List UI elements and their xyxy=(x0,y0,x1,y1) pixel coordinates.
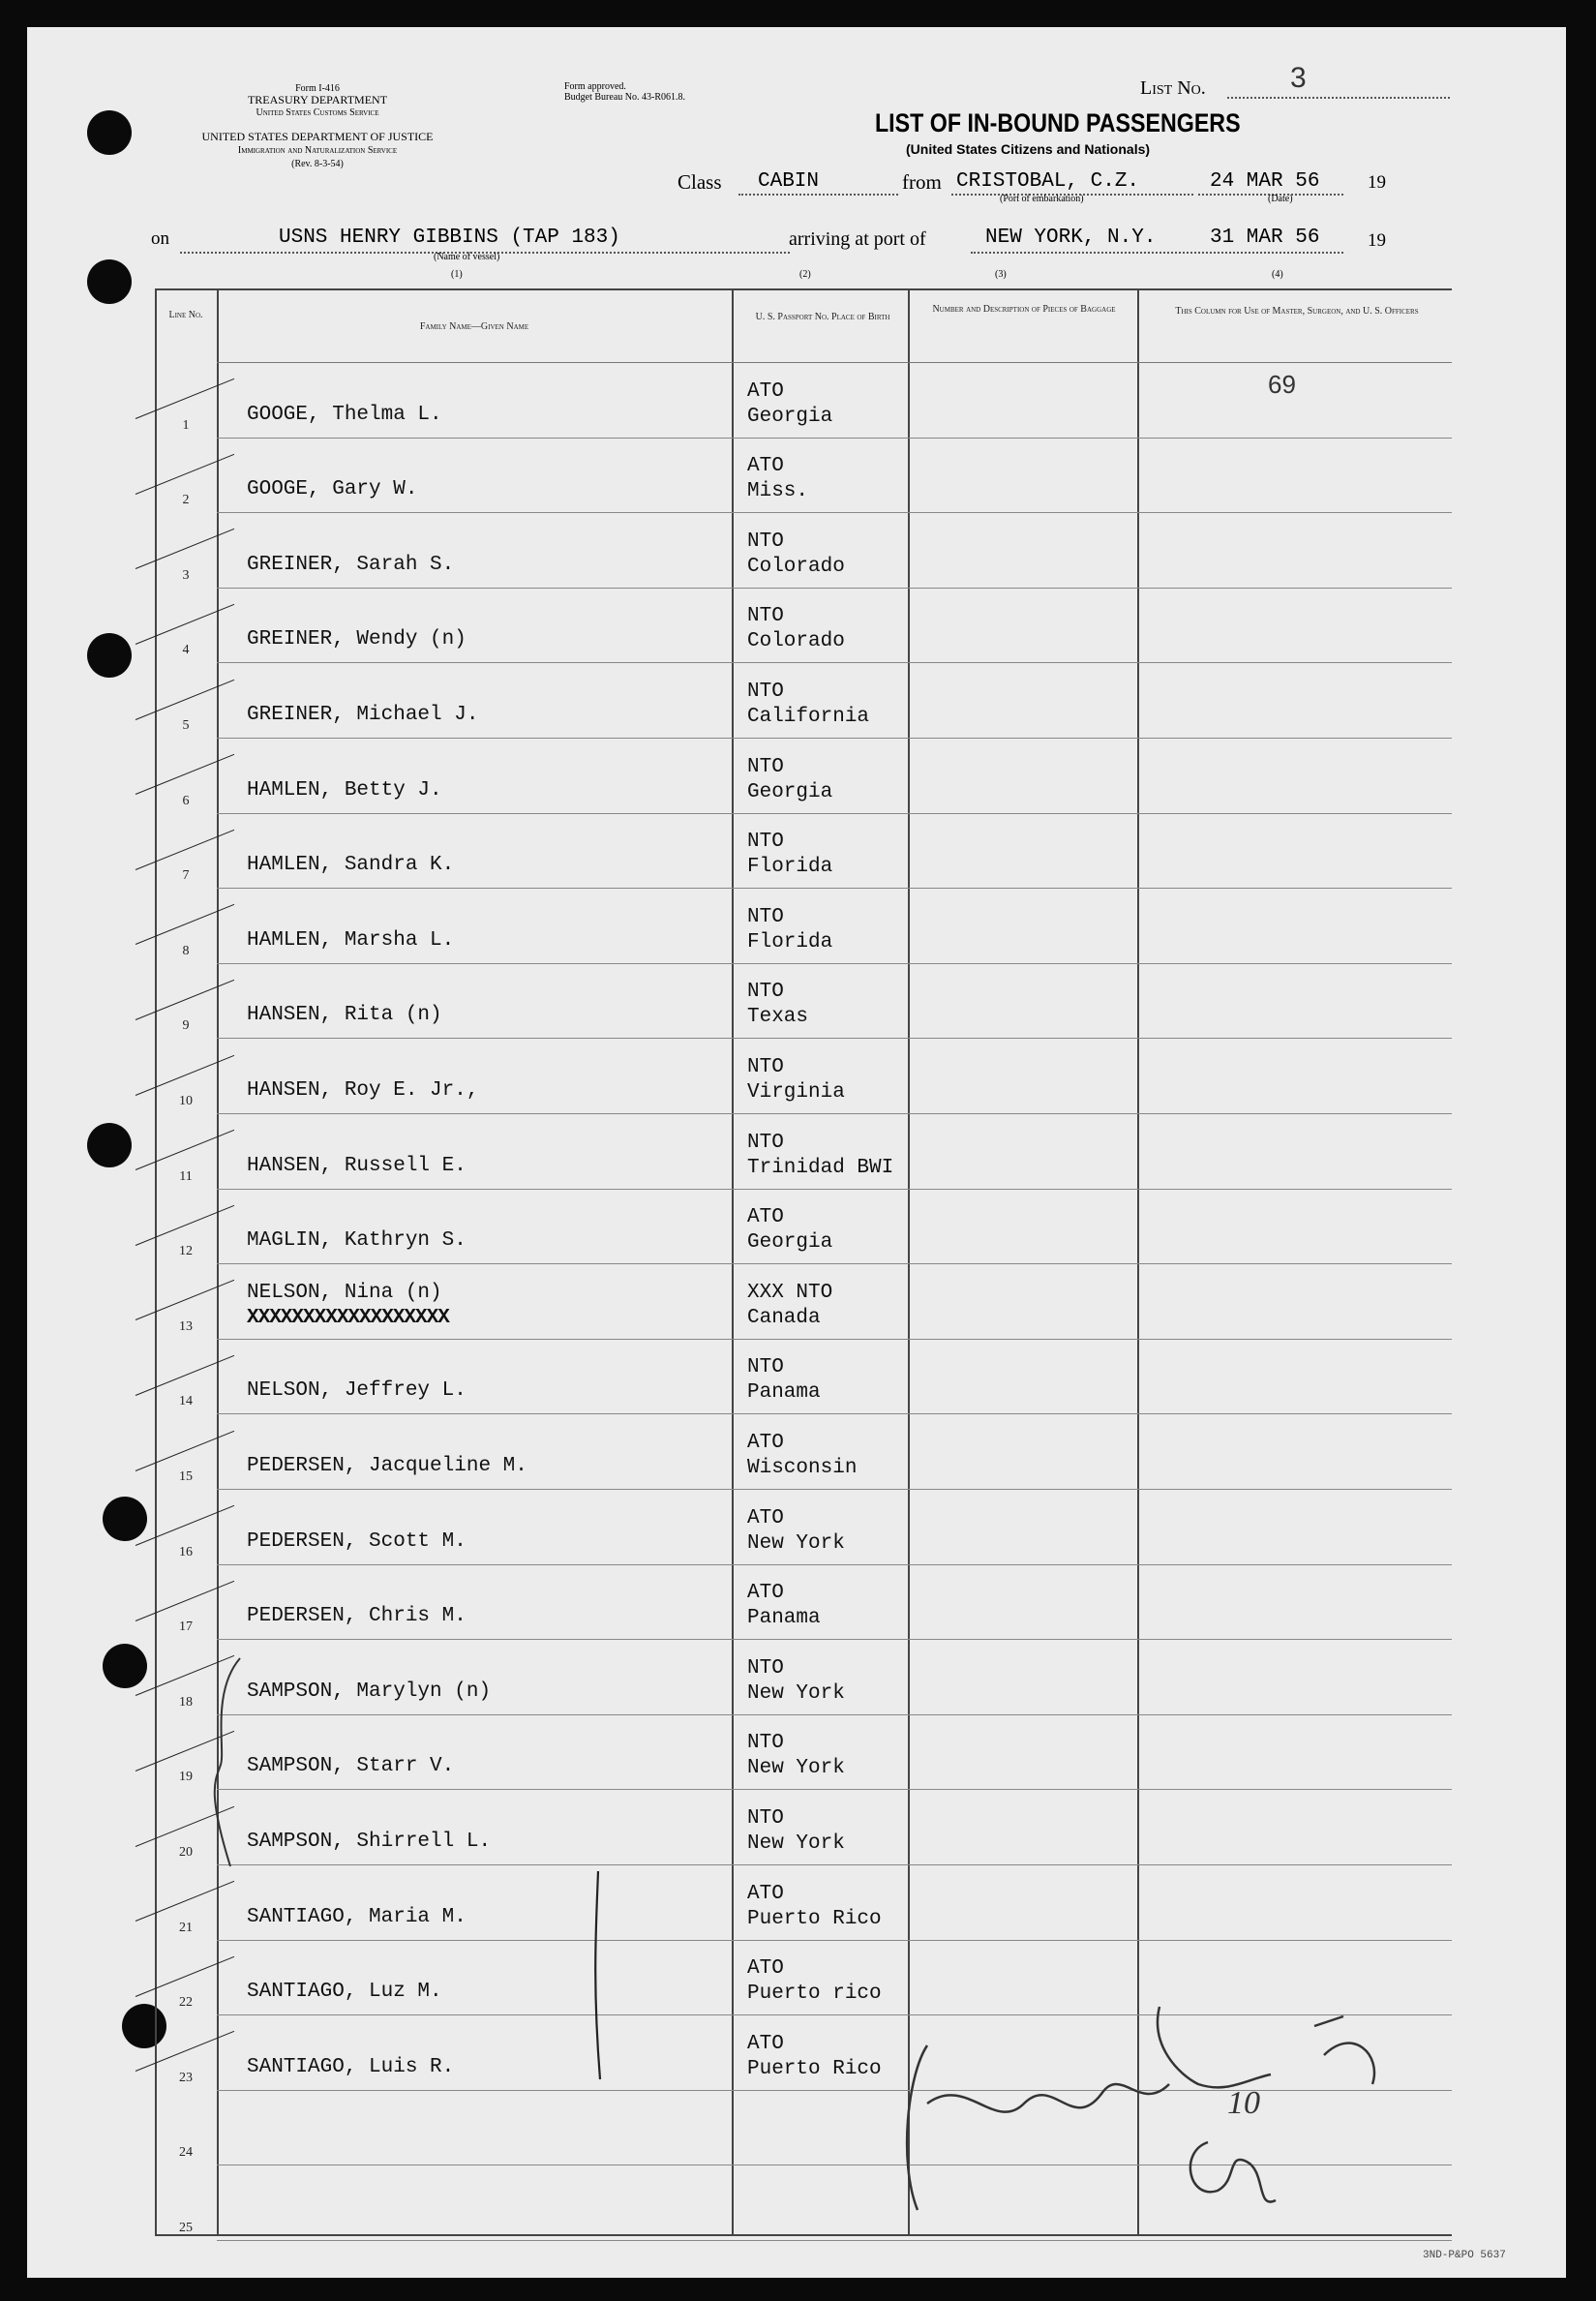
from-caption: (Port of embarkation) xyxy=(1000,194,1084,204)
row-line-number: 19 xyxy=(179,1770,193,1785)
check-tick xyxy=(136,1430,234,1470)
row-line-number: 4 xyxy=(182,643,190,658)
passenger-name: PEDERSEN, Chris M. xyxy=(247,1605,467,1628)
place-of-birth: Virginia xyxy=(747,1080,845,1104)
header-passport: U. S. Passport No. Place of Birth xyxy=(755,312,890,322)
row-line-number: 23 xyxy=(179,2070,193,2085)
from-label: from xyxy=(902,170,942,194)
place-of-birth: Texas xyxy=(747,1006,809,1029)
passenger-name: HAMLEN, Sandra K. xyxy=(247,854,455,877)
passport-number: NTO xyxy=(747,530,784,553)
table-row xyxy=(155,662,1452,738)
passport-number: NTO xyxy=(747,905,784,928)
year-label-2: 19 xyxy=(1368,230,1386,251)
check-tick xyxy=(136,679,234,719)
document-page xyxy=(27,27,1566,2278)
row-line-number: 10 xyxy=(179,1093,193,1108)
pen-mark xyxy=(579,1866,617,2089)
place-of-birth: Miss. xyxy=(747,480,809,503)
passenger-name: NELSON, Jeffrey L. xyxy=(247,1379,467,1403)
from-value: CRISTOBAL, C.Z. xyxy=(956,170,1140,193)
row-line-number: 17 xyxy=(179,1620,193,1635)
passenger-name: GREINER, Wendy (n) xyxy=(247,628,467,651)
passenger-name: PEDERSEN, Scott M. xyxy=(247,1529,467,1553)
passport-number: NTO xyxy=(747,981,784,1004)
table-row xyxy=(155,1339,1452,1414)
row-line-number: 11 xyxy=(179,1168,193,1184)
row-line-number: 16 xyxy=(179,1544,193,1559)
place-of-birth: Puerto Rico xyxy=(747,1907,882,1930)
row-line-number: 7 xyxy=(182,868,190,884)
table-row xyxy=(155,1489,1452,1564)
list-no-line xyxy=(1227,97,1450,99)
bracket-mark xyxy=(201,1653,250,1876)
passenger-table xyxy=(155,288,1452,2236)
check-tick xyxy=(136,1956,234,1997)
place-of-birth: California xyxy=(747,705,870,728)
table-row xyxy=(155,813,1452,889)
table-row xyxy=(155,512,1452,588)
passport-number: NTO xyxy=(747,1732,784,1755)
passenger-name: HANSEN, Russell E. xyxy=(247,1154,467,1177)
passenger-name: HAMLEN, Marsha L. xyxy=(247,928,455,952)
table-row xyxy=(155,1113,1452,1189)
place-of-birth: Puerto Rico xyxy=(747,2057,882,2080)
passenger-name: SANTIAGO, Maria M. xyxy=(247,1905,467,1928)
passport-number: ATO xyxy=(747,379,784,403)
table-row xyxy=(155,588,1452,663)
check-tick xyxy=(136,378,234,419)
row-line-number: 25 xyxy=(179,2220,193,2235)
punch-hole xyxy=(103,1644,147,1688)
passenger-name: GOOGE, Gary W. xyxy=(247,478,418,501)
table-row xyxy=(155,1714,1452,1790)
check-tick xyxy=(136,1581,234,1621)
passport-number: NTO xyxy=(747,680,784,703)
check-tick xyxy=(136,1054,234,1095)
check-tick xyxy=(136,1355,234,1396)
budget-bureau: Budget Bureau No. 43-R061.8. xyxy=(564,92,685,103)
place-of-birth: New York xyxy=(747,1832,845,1855)
vessel-caption: (Name of vessel) xyxy=(434,252,500,262)
passport-number: NTO xyxy=(747,605,784,628)
year-label: 19 xyxy=(1368,172,1386,193)
class-label: Class xyxy=(678,170,722,194)
header-baggage: Number and Description of Pieces of Baggage xyxy=(932,304,1116,315)
form-number: Form I-416 xyxy=(295,83,340,94)
departure-date: 24 MAR 56 xyxy=(1210,170,1320,193)
page-title: LIST OF IN-BOUND PASSENGERS xyxy=(875,108,1241,137)
check-tick xyxy=(136,1280,234,1320)
arriving-label: arriving at port of xyxy=(789,228,926,250)
place-of-birth: New York xyxy=(747,1757,845,1780)
passport-number: NTO xyxy=(747,1656,784,1680)
row-line-number: 15 xyxy=(179,1468,193,1484)
row-line-number: 22 xyxy=(179,1995,193,2011)
row-line-number: 3 xyxy=(182,567,190,583)
table-row xyxy=(155,438,1452,513)
row-line-number: 21 xyxy=(179,1920,193,1935)
table-body xyxy=(155,362,1452,2236)
row-line-number: 2 xyxy=(182,493,190,508)
header-line-no: Line No. xyxy=(168,310,203,320)
row-line-number: 6 xyxy=(182,793,190,808)
department-treasury: TREASURY DEPARTMENT xyxy=(247,93,388,106)
passenger-name: SAMPSON, Marylyn (n) xyxy=(247,1680,492,1703)
passenger-name: HAMLEN, Betty J. xyxy=(247,778,442,802)
passport-number: ATO xyxy=(747,2032,784,2055)
row-line-number: 9 xyxy=(182,1018,190,1034)
page-subtitle: (United States Citizens and Nationals) xyxy=(906,141,1151,157)
check-tick xyxy=(136,1881,234,1922)
passport-number: ATO xyxy=(747,1206,784,1229)
table-row xyxy=(155,1639,1452,1714)
place-of-birth: Panama xyxy=(747,1381,821,1405)
passenger-name: HANSEN, Rita (n) xyxy=(247,1004,442,1027)
passport-number: ATO xyxy=(747,1506,784,1529)
place-of-birth: Colorado xyxy=(747,555,845,578)
passenger-name: NELSON, Nina (n) xyxy=(247,1281,442,1304)
check-tick xyxy=(136,604,234,645)
passenger-name: GREINER, Sarah S. xyxy=(247,553,455,576)
passport-number: NTO xyxy=(747,755,784,778)
vessel-name: USNS HENRY GIBBINS (TAP 183) xyxy=(279,227,620,249)
place-of-birth: New York xyxy=(747,1681,845,1705)
passport-number: ATO xyxy=(747,455,784,478)
place-of-birth: Georgia xyxy=(747,405,833,428)
table-row xyxy=(155,888,1452,963)
check-tick xyxy=(136,454,234,495)
check-tick xyxy=(136,529,234,569)
table-row xyxy=(155,1789,1452,1864)
place-of-birth: Canada xyxy=(747,1306,821,1329)
table-row xyxy=(155,1864,1452,1940)
row-line-number: 20 xyxy=(179,1844,193,1860)
place-of-birth: Colorado xyxy=(747,630,845,653)
passport-number: NTO xyxy=(747,1806,784,1830)
place-of-birth: Puerto rico xyxy=(747,1983,882,2006)
revision: (Rev. 8-3-54) xyxy=(291,159,344,169)
passport-number: NTO xyxy=(747,831,784,854)
date-caption: (Date) xyxy=(1268,194,1293,204)
punch-hole xyxy=(103,1497,147,1541)
table-row xyxy=(155,1263,1452,1339)
passenger-name: GOOGE, Thelma L. xyxy=(247,403,442,426)
row-line-number: 8 xyxy=(182,943,190,958)
punch-hole xyxy=(87,259,132,304)
row-line-number: 13 xyxy=(179,1318,193,1334)
passenger-name: HANSEN, Roy E. Jr., xyxy=(247,1078,479,1102)
col-marker-4: (4) xyxy=(1272,269,1283,280)
list-no-value: 3 xyxy=(1290,62,1307,94)
struck-out-text: XXXXXXXXXXXXXXXXXX xyxy=(247,1306,449,1329)
customs-service: United States Customs Service xyxy=(256,107,379,118)
passport-number: NTO xyxy=(747,1131,784,1154)
passenger-name: SANTIAGO, Luz M. xyxy=(247,1981,442,2004)
port-line xyxy=(971,252,1343,254)
place-of-birth: Georgia xyxy=(747,1231,833,1255)
header-officers: This Column for Use of Master, Surgeon, and U. S. Officers xyxy=(1175,306,1419,317)
table-row xyxy=(155,362,1452,438)
check-tick xyxy=(136,980,234,1020)
punch-hole xyxy=(87,110,132,155)
place-of-birth: Wisconsin xyxy=(747,1456,858,1479)
check-tick xyxy=(136,1130,234,1170)
row-line-number: 18 xyxy=(179,1694,193,1710)
passport-number: NTO xyxy=(747,1055,784,1078)
table-row xyxy=(155,1564,1452,1640)
passport-number: ATO xyxy=(747,1582,784,1605)
table-row xyxy=(155,1413,1452,1489)
handwritten-signature xyxy=(888,1987,1392,2239)
row-line-number: 1 xyxy=(182,417,190,433)
row-line-number: 12 xyxy=(179,1244,193,1259)
check-tick xyxy=(136,830,234,870)
ins-service: Immigration and Naturalization Service xyxy=(237,145,398,156)
passport-number: NTO xyxy=(747,1356,784,1379)
header-name: Family Name—Given Name xyxy=(419,321,529,332)
passport-number: ATO xyxy=(747,1431,784,1454)
check-tick xyxy=(136,754,234,795)
list-no-label: List No. xyxy=(1140,77,1206,99)
check-tick xyxy=(136,1505,234,1546)
passenger-name: PEDERSEN, Jacqueline M. xyxy=(247,1454,527,1477)
row-rule xyxy=(217,2240,1452,2241)
col-marker-3: (3) xyxy=(995,269,1007,280)
passport-number: ATO xyxy=(747,1957,784,1981)
officer-note: 69 xyxy=(1268,370,1296,399)
form-approved: Form approved. xyxy=(564,81,626,92)
check-tick xyxy=(136,1205,234,1246)
passenger-name: SAMPSON, Starr V. xyxy=(247,1755,455,1778)
place-of-birth: Florida xyxy=(747,930,833,954)
punch-hole xyxy=(87,1123,132,1167)
table-row xyxy=(155,738,1452,813)
place-of-birth: Panama xyxy=(747,1607,821,1630)
print-code: 3ND-P&PO 5637 xyxy=(1423,2250,1506,2261)
col-marker-1: (1) xyxy=(451,269,463,280)
row-line-number: 24 xyxy=(179,2145,193,2161)
passenger-name: MAGLIN, Kathryn S. xyxy=(247,1229,467,1253)
passenger-name: GREINER, Michael J. xyxy=(247,703,479,726)
check-tick xyxy=(136,904,234,945)
place-of-birth: Georgia xyxy=(747,780,833,803)
table-row xyxy=(155,1189,1452,1264)
on-label: on xyxy=(151,228,169,249)
place-of-birth: Florida xyxy=(747,856,833,879)
place-of-birth: Trinidad BWI xyxy=(747,1156,894,1179)
class-value: CABIN xyxy=(758,170,820,193)
svg-text:10: 10 xyxy=(1227,2085,1260,2121)
passenger-name: SANTIAGO, Luis R. xyxy=(247,2055,455,2078)
department-justice: UNITED STATES DEPARTMENT OF JUSTICE xyxy=(201,130,434,143)
table-row xyxy=(155,963,1452,1039)
arrival-date: 31 MAR 56 xyxy=(1210,227,1320,249)
col-marker-2: (2) xyxy=(799,269,811,280)
arrival-port: NEW YORK, N.Y. xyxy=(985,227,1157,249)
table-row xyxy=(155,1038,1452,1113)
table-top-border xyxy=(155,288,1452,290)
passport-number: XXX NTO xyxy=(747,1281,833,1304)
passenger-name: SAMPSON, Shirrell L. xyxy=(247,1830,492,1853)
punch-hole xyxy=(87,633,132,678)
class-line xyxy=(738,194,898,196)
row-line-number: 5 xyxy=(182,717,190,733)
place-of-birth: New York xyxy=(747,1531,845,1555)
row-line-number: 14 xyxy=(179,1394,193,1409)
passport-number: ATO xyxy=(747,1882,784,1905)
